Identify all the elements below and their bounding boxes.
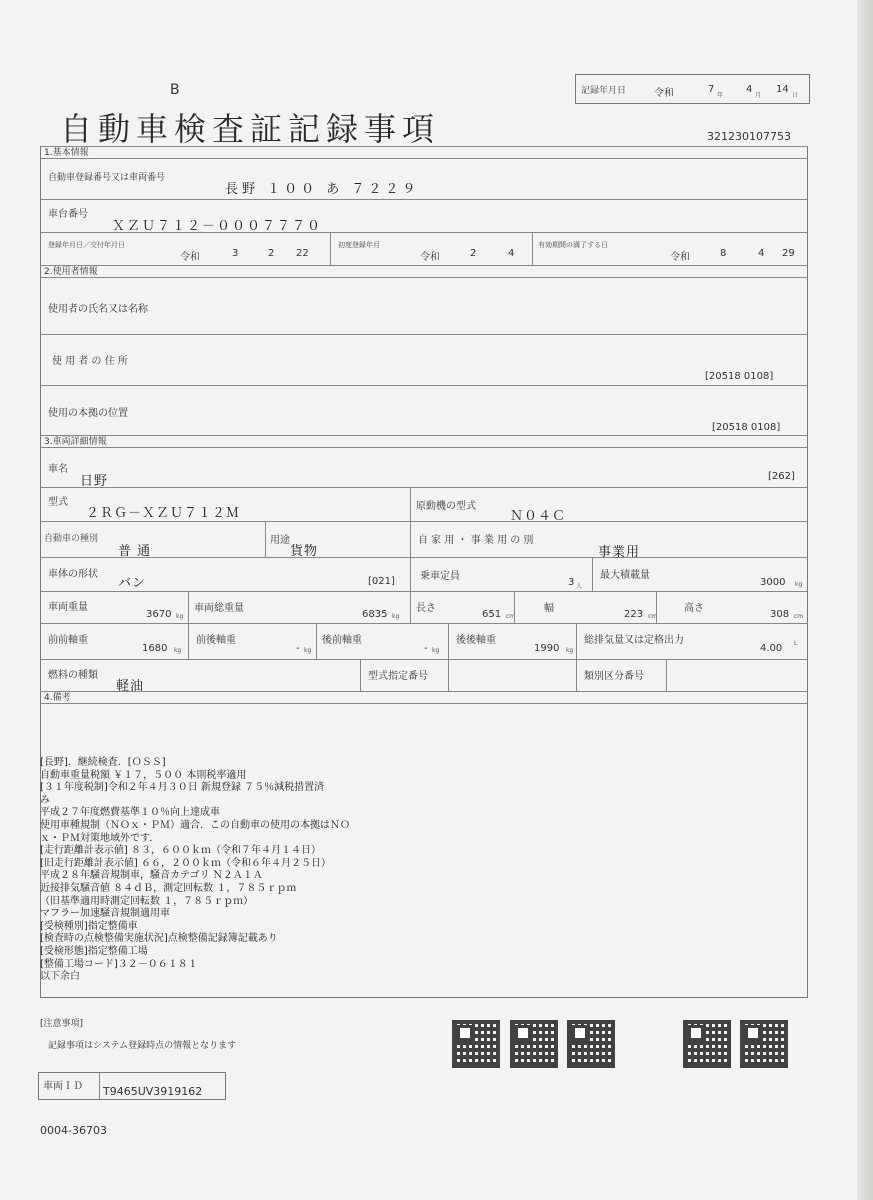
footer-code: 0004-36703 <box>40 1124 107 1137</box>
remarks-line: [旧走行距離計表示値] ６６，２００ｋｍ（令和６年４月２５日） <box>40 857 331 869</box>
section-user-info-heading: 2.使用者情報 <box>40 265 808 278</box>
use-label: 用途 <box>270 535 290 546</box>
remarks-line: 平成２８年騒音規制車，騒音カテゴリ Ｎ２Ａ１Ａ <box>40 870 263 882</box>
qr-code-4 <box>683 1020 731 1068</box>
front-front-axle-value: 1680 <box>142 643 168 654</box>
issue-date-label: 登録年月日／交付年月日 <box>48 241 125 249</box>
front-rear-axle-label: 前後軸重 <box>196 635 236 646</box>
qr-code-1 <box>452 1020 500 1068</box>
model-label: 型式 <box>48 497 68 508</box>
gross-weight-label: 車両総重量 <box>194 603 244 614</box>
vehicle-id-box <box>38 1072 226 1100</box>
remarks-line: [受検種別]指定整備車 <box>40 920 138 932</box>
qr-code-5 <box>740 1020 788 1068</box>
registration-number-label: 自動車登録番号又は車両番号 <box>48 173 166 183</box>
body-shape-label: 車体の形状 <box>48 569 98 580</box>
make-label: 車名 <box>48 464 68 475</box>
first-registration-month: 4 <box>508 248 515 259</box>
capacity-value: 3 <box>568 577 575 588</box>
form-marker: B <box>170 82 180 98</box>
front-front-axle-label: 前前軸重 <box>48 635 88 646</box>
length-value: 651 <box>482 609 502 620</box>
rear-rear-axle-label: 後後軸重 <box>456 635 496 646</box>
vehicle-weight-label: 車両重量 <box>48 602 88 613</box>
section-basic-info-heading: 1.基本情報 <box>40 146 808 159</box>
gross-weight-value: 6835 <box>362 609 388 620</box>
first-registration-label: 初度登録年月 <box>338 241 380 249</box>
vehicle-kind-label: 自動車の種別 <box>44 534 99 544</box>
rear-front-axle-label: 後前軸重 <box>322 635 362 646</box>
width-value: 223 <box>624 609 644 620</box>
fuel-type-value: 軽油 <box>116 679 145 694</box>
remarks-line: [検査時の点検整備実施状況]点検整備記録簿記載あり <box>40 933 278 945</box>
document-number: 321230107753 <box>707 130 791 143</box>
remarks-line: （旧基準適用時測定回転数 １，７８５ｒｐｍ） <box>40 895 254 907</box>
max-load-label: 最大積載量 <box>600 570 650 581</box>
body-shape-code: [021] <box>368 576 395 587</box>
vehicle-id-value: T9465UV3919162 <box>103 1085 203 1098</box>
height-label: 高さ <box>684 603 704 614</box>
max-load-value: 3000 <box>760 577 786 588</box>
make-value: 日野 <box>80 474 109 489</box>
category-number-label: 類別区分番号 <box>584 671 644 682</box>
remarks-line: ｘ・ＰＭ対策地域外です． <box>40 832 160 844</box>
remarks-line: [整備工場コード]３２－０６１８１ <box>40 958 198 970</box>
capacity-label: 乗車定員 <box>420 571 460 582</box>
expiry-date-day: 29 <box>782 248 795 259</box>
remarks-line: 近接排気騒音値 ８４ｄＢ，測定回転数 １，７８５ｒｐｍ <box>40 882 297 894</box>
body-shape-value: バン <box>118 576 147 591</box>
remarks-line: 使用車種規制（ＮＯｘ・ＰＭ）適合．この自動車の使用の本拠はＮＯ <box>40 819 350 831</box>
type-designation-label: 型式指定番号 <box>368 671 428 682</box>
remarks-block <box>40 757 350 984</box>
document-title: 自動車検査証記録事項 <box>60 110 441 148</box>
remarks-line: [長野]．継続検査．[ＯＳＳ] <box>40 757 166 768</box>
vehicle-kind-value: 普 通 <box>118 544 152 559</box>
front-rear-axle-value: - <box>296 643 300 654</box>
section-remarks-heading: 4.備考 <box>40 691 808 704</box>
remarks-line: [受検形態]指定整備工場 <box>40 945 148 957</box>
issue-date-day: 22 <box>296 248 309 259</box>
remarks-line: マフラー加速騒音規制適用車 <box>40 908 170 920</box>
width-label: 幅 <box>544 603 554 614</box>
user-name-label: 使用者の氏名又は名称 <box>48 304 148 315</box>
chassis-number-label: 車台番号 <box>48 209 88 220</box>
vehicle-weight-value: 3670 <box>146 609 172 620</box>
record-date-box: 記録年月日 令和 7 年 4 月 14 日 <box>575 74 810 104</box>
use-value: 貨物 <box>290 544 319 559</box>
remarks-line: 平成２７年度燃費基準１０％向上達成車 <box>40 807 220 819</box>
remarks-line: 以下余白 <box>40 971 80 983</box>
height-value: 308 <box>770 609 790 620</box>
registration-number: 長野 １００ あ ７２２９ <box>225 182 420 197</box>
qr-code-3 <box>567 1020 615 1068</box>
user-address-label: 使 用 者 の 住 所 <box>52 356 128 367</box>
make-code: [262] <box>768 471 795 482</box>
remarks-line: み <box>40 794 50 806</box>
qr-code-2 <box>510 1020 558 1068</box>
fuel-type-label: 燃料の種類 <box>48 670 98 681</box>
remarks-line: 自動車重量税額 ￥１７，５００ 本則税率適用 <box>40 769 247 781</box>
vehicle-id-label: 車両ＩＤ <box>43 1081 83 1092</box>
rear-front-axle-value: - <box>424 643 428 654</box>
displacement-value: 4.00 <box>760 643 783 654</box>
engine-model-label: 原動機の型式 <box>416 501 476 512</box>
remarks-line: [３１年度税制]令和２年４月３０日 新規登録 ７５％減税措置済 <box>40 782 325 794</box>
remarks-line: [走行距離計表示値] ８３，６００ｋｍ（令和７年４月１４日） <box>40 845 321 857</box>
notes-heading: [注意事項] <box>40 1019 84 1029</box>
paper-edge-shadow <box>857 0 873 1200</box>
chassis-number: ＸＺＵ７１２－０００７７７０ <box>112 219 323 234</box>
private-business-value: 事業用 <box>598 545 641 560</box>
length-label: 長さ <box>416 603 436 614</box>
rear-rear-axle-value: 1990 <box>534 643 560 654</box>
displacement-label: 総排気量又は定格出力 <box>584 635 684 646</box>
base-location-code: [20518 0108] <box>712 422 781 433</box>
expiry-date-label: 有効期間の満了する日 <box>538 241 608 249</box>
model-value: ２ＲＧ－ＸＺＵ７１２Ｍ <box>86 506 241 521</box>
user-address-code: [20518 0108] <box>705 371 774 382</box>
section-vehicle-details-heading: 3.車両詳細情報 <box>40 435 808 448</box>
record-date-label: 記録年月日 <box>581 86 627 96</box>
notes-text: 記録事項はシステム登録時点の情報となります <box>48 1041 237 1051</box>
engine-model-value: Ｎ０４Ｃ <box>510 509 567 524</box>
private-business-label: 自 家 用 ・ 事 業 用 の 別 <box>418 535 534 546</box>
base-location-label: 使用の本拠の位置 <box>48 408 128 419</box>
